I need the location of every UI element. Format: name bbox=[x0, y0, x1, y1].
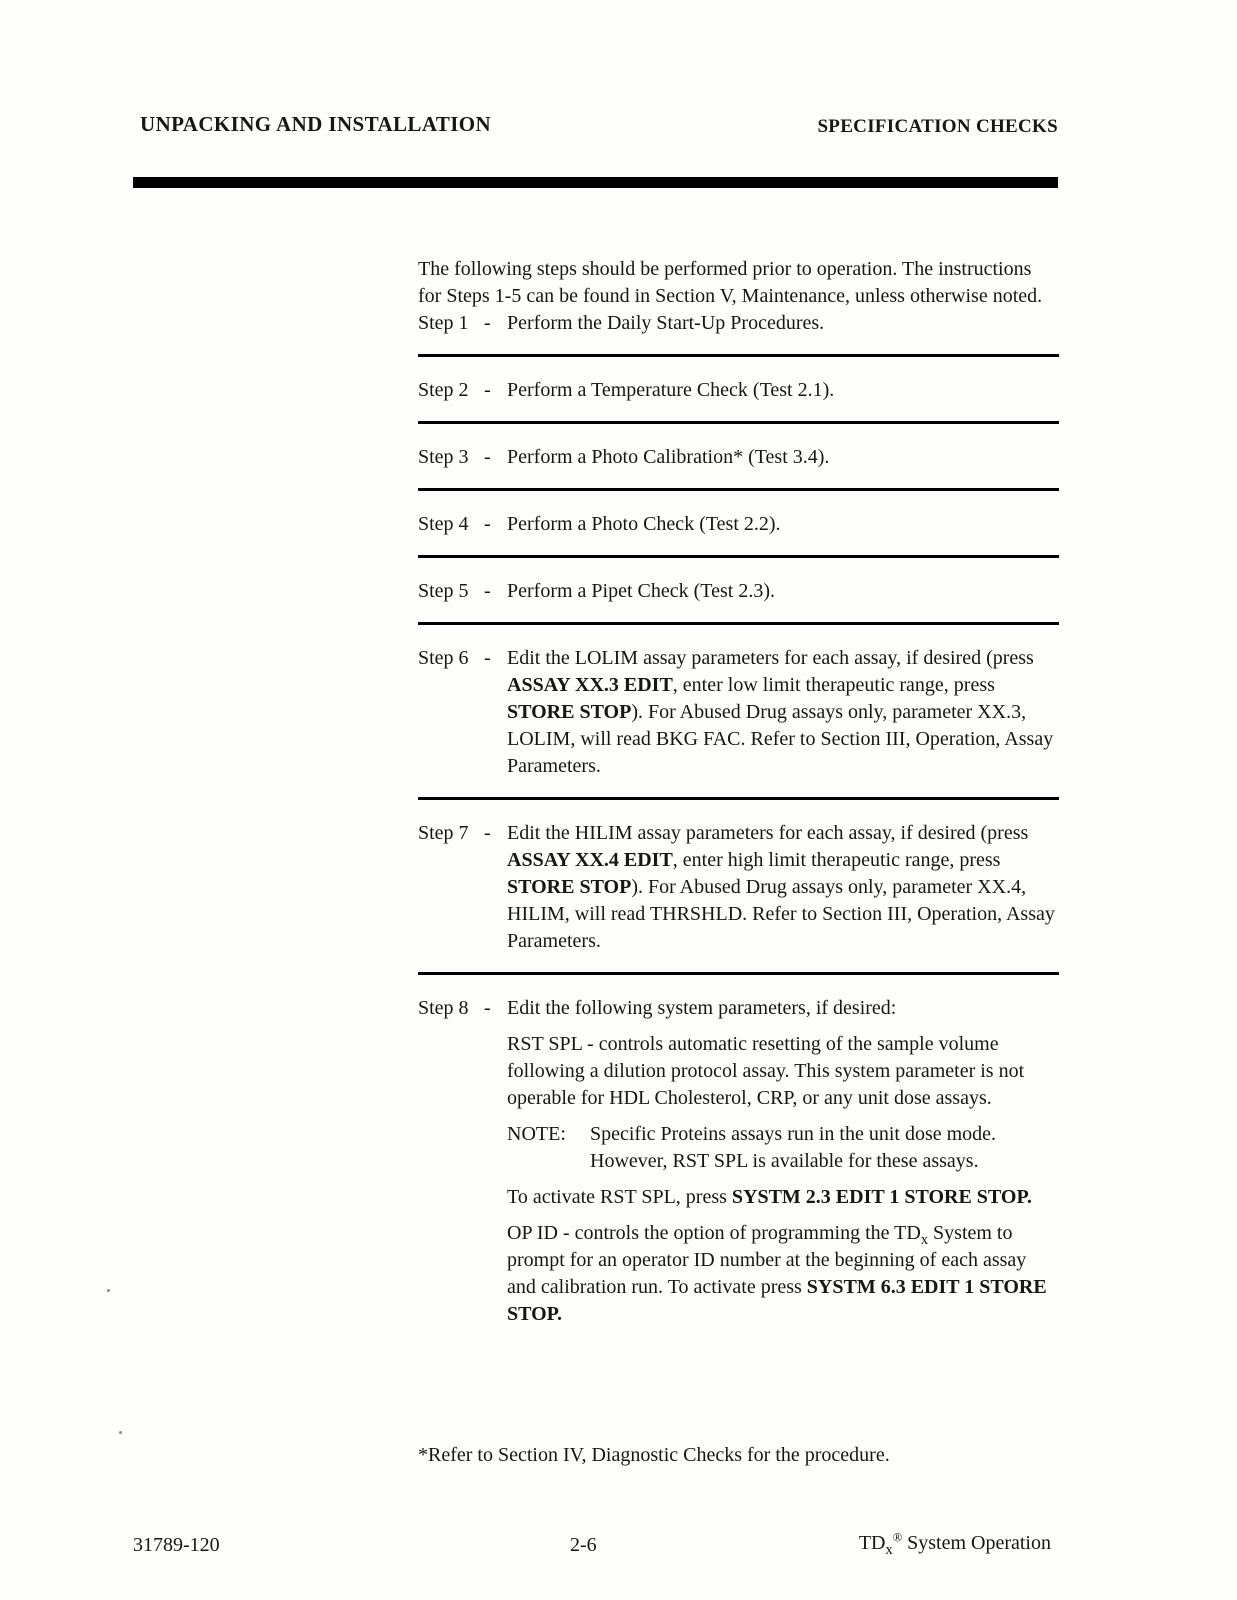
step-paragraph bbox=[507, 511, 1059, 538]
step-paragraph bbox=[507, 820, 1059, 955]
divider-rule bbox=[418, 354, 1059, 357]
step-text-segment: ). For Abused Drug assays only, parameter XX.4, HILIM, will read THRSHLD. Refer to Section III, Operation, Assay Parameters. bbox=[507, 876, 1055, 952]
step-item bbox=[418, 578, 1059, 605]
step-paragraph bbox=[507, 1220, 1059, 1328]
scan-speck bbox=[107, 1289, 110, 1292]
product-name-subscript: x bbox=[885, 1542, 893, 1558]
key-sequence-text: STORE STOP bbox=[507, 876, 632, 898]
header-rule bbox=[133, 177, 1058, 188]
step-text-segment: Perform a Photo Calibration* (Test 3.4). bbox=[507, 446, 830, 468]
step-text-segment: Specific Proteins assays run in the unit dose mode. However, RST SPL is available for these assays. bbox=[590, 1123, 997, 1172]
step-text-segment: Perform the Daily Start-Up Procedures. bbox=[507, 312, 825, 334]
step-text-segment: Edit the following system parameters, if desired: bbox=[507, 997, 897, 1019]
divider-rule bbox=[418, 488, 1059, 491]
step-item bbox=[418, 444, 1059, 471]
step-item bbox=[418, 645, 1059, 780]
step-body bbox=[507, 377, 1059, 404]
step-body bbox=[507, 578, 1059, 605]
registered-mark-icon: ® bbox=[892, 1530, 903, 1545]
scan-speck bbox=[119, 1431, 122, 1434]
step-paragraph bbox=[507, 1031, 1059, 1112]
step-text-segment: System to prompt for an operator ID number at the beginning of each assay and calibration run. To activate press bbox=[507, 1222, 1027, 1298]
step-item bbox=[418, 310, 1059, 337]
step-paragraph bbox=[507, 444, 1059, 471]
step-item bbox=[418, 511, 1059, 538]
step-dash: - bbox=[484, 822, 491, 844]
step-label: Step 3 bbox=[418, 446, 469, 468]
step-paragraph bbox=[507, 1184, 1059, 1211]
product-name-suffix: System Operation bbox=[902, 1532, 1051, 1554]
step-body bbox=[507, 511, 1059, 538]
intro-paragraph: The following steps should be performed prior to operation. The instructions for Steps 1-5 can be found in Section V, Maintenance, unless otherwise noted. bbox=[418, 258, 1043, 307]
step-dash: - bbox=[484, 647, 491, 669]
header-section-title: UNPACKING AND INSTALLATION bbox=[140, 112, 492, 136]
step-paragraph bbox=[507, 377, 1059, 404]
step-dash: - bbox=[484, 312, 491, 334]
step-dash: - bbox=[484, 580, 491, 602]
step-text-segment: Edit the HILIM assay parameters for each assay, if desired (press bbox=[507, 822, 1029, 844]
divider-rule bbox=[418, 555, 1059, 558]
step-label: Step 5 bbox=[418, 580, 469, 602]
key-sequence-text: ASSAY XX.3 EDIT bbox=[507, 674, 673, 696]
key-sequence-text: SYSTM 6.3 EDIT 1 STORE STOP. bbox=[507, 1276, 1047, 1325]
step-label: Step 2 bbox=[418, 379, 469, 401]
note-label: NOTE: bbox=[507, 1123, 566, 1145]
step-body bbox=[507, 645, 1059, 780]
step-text-segment: Perform a Pipet Check (Test 2.3). bbox=[507, 580, 775, 602]
key-sequence-text: STORE STOP bbox=[507, 701, 632, 723]
step-paragraph bbox=[507, 578, 1059, 605]
step-text-segment: , enter high limit therapeutic range, press bbox=[672, 849, 1001, 871]
step-label: Step 8 bbox=[418, 997, 469, 1019]
footnote: *Refer to Section IV, Diagnostic Checks for the procedure. bbox=[418, 1444, 890, 1466]
step-dash: - bbox=[484, 446, 491, 468]
step-paragraph bbox=[507, 645, 1059, 780]
step-body bbox=[507, 444, 1059, 471]
step-dash: - bbox=[484, 997, 491, 1019]
step-text-segment: , enter low limit therapeutic range, press bbox=[672, 674, 995, 696]
steps-list bbox=[418, 310, 1059, 1328]
step-paragraph bbox=[507, 1121, 1059, 1175]
product-name-prefix: TD bbox=[858, 1532, 886, 1554]
step-text-segment: ). For Abused Drug assays only, parameter XX.3, LOLIM, will read BKG FAC. Refer to Section III, Operation, Assay Parameters. bbox=[507, 701, 1054, 777]
step-text-segment: To activate RST SPL, press bbox=[507, 1186, 732, 1208]
key-sequence-text: ASSAY XX.4 EDIT bbox=[507, 849, 673, 871]
step-item bbox=[418, 820, 1059, 955]
step-label: Step 4 bbox=[418, 513, 469, 535]
key-sequence-text: SYSTM 2.3 EDIT 1 STORE STOP. bbox=[731, 1186, 1032, 1208]
step-text-segment: Edit the LOLIM assay parameters for each assay, if desired (press bbox=[507, 647, 1034, 669]
content-column bbox=[418, 256, 1059, 1328]
page-number: 2-6 bbox=[570, 1534, 597, 1556]
step-dash: - bbox=[484, 379, 491, 401]
product-name bbox=[858, 1530, 1051, 1558]
header-page-topic: SPECIFICATION CHECKS bbox=[817, 116, 1058, 137]
step-paragraph bbox=[507, 995, 1059, 1022]
divider-rule bbox=[418, 622, 1059, 625]
divider-rule bbox=[418, 797, 1059, 800]
step-item bbox=[418, 995, 1059, 1328]
step-label: Step 6 bbox=[418, 647, 469, 669]
step-body bbox=[507, 310, 1059, 337]
step-text-segment: OP ID - controls the option of programming the TD bbox=[507, 1222, 921, 1244]
step-body bbox=[507, 995, 1059, 1328]
step-label: Step 1 bbox=[418, 312, 469, 334]
step-text-segment: Perform a Photo Check (Test 2.2). bbox=[507, 513, 781, 535]
step-text-segment: RST SPL - controls automatic resetting of the sample volume following a dilution protocol assay. This system parameter is not operable for HDL Cholesterol, CRP, or any unit dose assays. bbox=[507, 1033, 1025, 1109]
step-label: Step 7 bbox=[418, 822, 469, 844]
step-paragraph bbox=[507, 310, 1059, 337]
divider-rule bbox=[418, 972, 1059, 975]
step-item bbox=[418, 377, 1059, 404]
divider-rule bbox=[418, 421, 1059, 424]
step-text-segment: Perform a Temperature Check (Test 2.1). bbox=[507, 379, 835, 401]
document-number: 31789-120 bbox=[133, 1534, 220, 1556]
step-text-segment: x bbox=[920, 1232, 929, 1248]
note-text bbox=[590, 1121, 1059, 1175]
step-dash: - bbox=[484, 513, 491, 535]
step-body bbox=[507, 820, 1059, 955]
